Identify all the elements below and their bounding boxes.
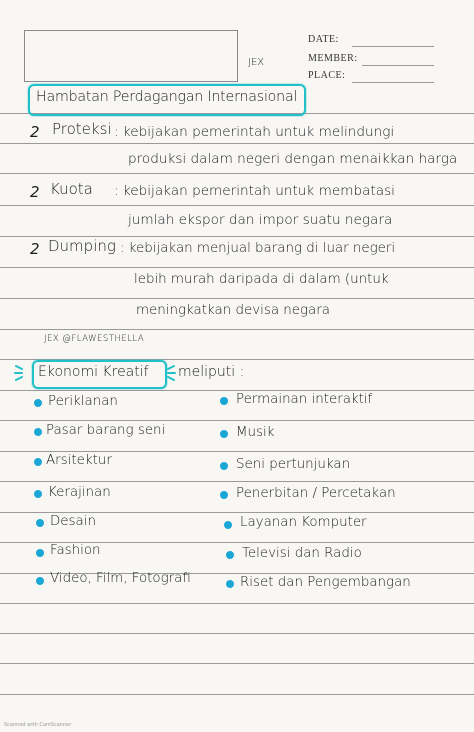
ruled-line	[0, 173, 474, 174]
item-term-dumping: Dumping	[48, 237, 116, 255]
item-term-kuota: Kuota	[50, 180, 93, 198]
ruled-line	[0, 512, 474, 513]
bullet-dot	[36, 519, 44, 527]
ruled-line	[0, 143, 474, 144]
ruled-line	[0, 329, 474, 330]
list-item-left: Video, Film, Fotografi	[50, 571, 191, 586]
bullet-dot	[220, 430, 228, 438]
list-item-left: Fashion	[50, 543, 101, 558]
bullet-dot	[36, 549, 44, 557]
place-label: PLACE:	[308, 70, 346, 81]
item-number: 2	[30, 123, 40, 141]
bullet-dot	[220, 491, 228, 499]
item-desc-line: lebih murah daripada di dalam (untuk	[134, 272, 389, 287]
bullet-dot	[224, 521, 232, 529]
bullet-dot	[34, 458, 42, 466]
list-item-right: Permainan interaktif	[236, 392, 373, 407]
member-line	[362, 65, 434, 66]
member-label: MEMBER:	[308, 53, 358, 64]
bullet-dot	[36, 577, 44, 585]
list-item-left: Arsitektur	[46, 453, 112, 468]
item-number: 2	[30, 183, 40, 201]
bullet-dot	[220, 397, 228, 405]
date-label: DATE:	[308, 34, 339, 45]
list-item-left: Desain	[50, 514, 96, 529]
item-desc-line: : kebijakan menjual barang di luar negeri	[120, 241, 396, 256]
list-item-left: Periklanan	[48, 394, 118, 409]
watermark: JEX @FLAWESTHELLA	[44, 334, 145, 344]
list-item-right: Televisi dan Radio	[242, 546, 362, 561]
section2-intro: meliputi :	[178, 364, 245, 380]
list-item-right: Riset dan Pengembangan	[240, 575, 411, 590]
bullet-dot	[34, 428, 42, 436]
header-tag: JEX	[248, 57, 265, 68]
bullet-dot	[34, 490, 42, 498]
ruled-line	[0, 694, 474, 695]
item-term-proteksi: Proteksi	[52, 120, 112, 138]
ruled-line	[0, 633, 474, 634]
ruled-line	[0, 420, 474, 421]
bullet-dot	[226, 551, 234, 559]
list-item-right: Layanan Komputer	[240, 515, 367, 530]
item-number: 2	[30, 240, 40, 258]
list-item-right: Musik	[236, 425, 275, 440]
header-stamp-box	[24, 30, 238, 82]
place-line	[352, 82, 434, 83]
item-desc-line: : kebijakan pemerintah untuk melindungi	[114, 124, 395, 140]
sparkle-icon	[14, 360, 34, 386]
ruled-line	[0, 205, 474, 206]
ruled-line	[0, 603, 474, 604]
item-desc-line: jumlah ekspor dan impor suatu negara	[128, 212, 393, 228]
bullet-dot	[226, 580, 234, 588]
bullet-dot	[34, 399, 42, 407]
list-item-left: Pasar barang seni	[46, 423, 166, 438]
list-item-right: Penerbitan / Percetakan	[236, 486, 396, 501]
list-item-right: Seni pertunjukan	[236, 457, 351, 472]
bullet-dot	[220, 462, 228, 470]
ruled-line	[0, 663, 474, 664]
list-item-left: Kerajinan	[48, 485, 111, 500]
section2-title: Ekonomi Kreatif	[38, 364, 149, 380]
ruled-line	[0, 481, 474, 482]
date-line	[352, 46, 434, 47]
ruled-line	[0, 451, 474, 452]
ruled-line	[0, 298, 474, 299]
section1-title: Hambatan Perdagangan Internasional	[36, 89, 298, 105]
ruled-line	[0, 390, 474, 391]
scanner-footer: Scanned with CamScanner	[4, 722, 72, 728]
item-desc-line: produksi dalam negeri dengan menaikkan harga	[128, 151, 458, 167]
ruled-line	[0, 267, 474, 268]
item-desc-line: : kebijakan pemerintah untuk membatasi	[114, 183, 395, 199]
item-desc-line: meningkatkan devisa negara	[136, 303, 330, 318]
